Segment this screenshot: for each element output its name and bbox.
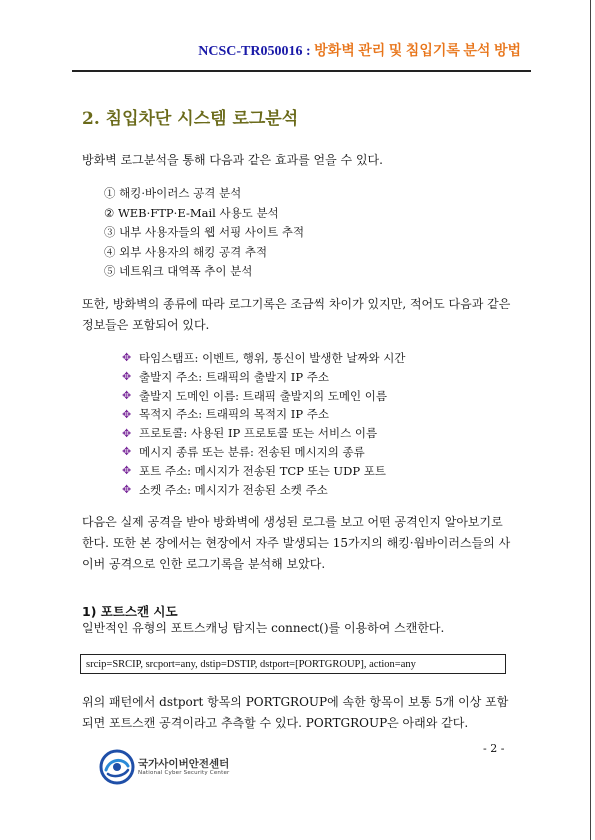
log-field-text: 메시지 종류 또는 분류: 전송된 메시지의 종류 (139, 444, 365, 459)
diamond-cross-bullet-icon: ✥ (122, 351, 132, 365)
diamond-cross-bullet-icon: ✥ (122, 482, 132, 496)
portscan-paragraph: 일반적인 유형의 포트스캐닝 탐지는 connect()를 이용하여 스캔한다. (82, 621, 445, 635)
log-field-text: 소켓 주소: 메시지가 전송된 소켓 주소 (139, 482, 328, 497)
log-field-item (122, 443, 405, 462)
log-field-text: 출발지 주소: 트래픽의 출발지 IP 주소 (139, 369, 329, 384)
diamond-cross-bullet-icon: ✥ (122, 407, 132, 421)
log-field-text: 목적지 주소: 트래픽의 목적지 IP 주소 (139, 407, 329, 422)
diamond-cross-bullet-icon: ✥ (122, 464, 132, 478)
log-field-item (122, 349, 405, 368)
log-field-item (122, 387, 405, 406)
log-field-item (122, 481, 405, 500)
ncsc-logo (98, 748, 258, 788)
log-field-text: 포트 주소: 메시지가 전송된 TCP 또는 UDP 포트 (139, 463, 386, 478)
pattern-explanation-paragraph: 위의 패턴에서 dstport 항목의 PORTGROUP에 속한 항목이 보통 5개 이상 포함되면 포트스캔 공격이라고 추측할 수 있다. PORTGROUP은 아래와 같다. (82, 695, 509, 730)
page-number: - 2 - (483, 742, 505, 755)
effects-list-item: ④ 외부 사용자의 해킹 공격 추적 (104, 244, 268, 259)
log-info-paragraph: 또한, 방화벽의 종류에 따라 로그기록은 조금씩 차이가 있지만, 적어도 다음과 같은 정보들은 포함되어 있다. (82, 297, 511, 332)
log-field-text: 프로토콜: 사용된 IP 프로토콜 또는 서비스 이름 (139, 426, 378, 441)
ncsc-swirl-logo-icon (98, 748, 136, 786)
analysis-paragraph: 다음은 실제 공격을 받아 방화벽에 생성된 로그를 보고 어떤 공격인지 알아보기로 한다. 또한 본 장에서는 현장에서 자주 발생되는 15가지의 해킹·웜바이러스들의 사이버 공격으로 인한 로그기록을 분석해 보았다. (82, 515, 511, 571)
header-rule (72, 70, 531, 72)
log-fields-list (122, 349, 405, 499)
subsection-heading: 1) 포트스캔 시도 (82, 604, 178, 619)
diamond-cross-bullet-icon: ✥ (122, 445, 132, 459)
intro-paragraph: 방화벽 로그분석을 통해 다음과 같은 효과를 얻을 수 있다. (82, 153, 383, 167)
page-edge-line (590, 0, 591, 840)
log-field-item (122, 424, 405, 443)
log-field-item (122, 462, 405, 481)
org-name-ko: 국가사이버안전센터 (138, 758, 230, 770)
diamond-cross-bullet-icon: ✥ (122, 426, 132, 440)
doc-title: 방화벽 관리 및 침입기록 분석 방법 (314, 44, 521, 59)
header-separator: : (302, 44, 315, 59)
log-field-item (122, 368, 405, 387)
effects-list-item: ⑤ 네트워크 대역폭 추이 분석 (104, 264, 253, 278)
diamond-cross-bullet-icon: ✥ (122, 370, 132, 384)
section-heading: 2. 침입차단 시스템 로그분석 (82, 109, 299, 129)
log-field-text: 출발지 도메인 이름: 트래픽 출발지의 도메인 이름 (139, 388, 387, 403)
pattern-box: srcip=SRCIP, srcport=any, dstip=DSTIP, dstport=[PORTGROUP], action=any (80, 654, 506, 674)
log-field-text: 타임스탬프: 이벤트, 행위, 통신이 발생한 날짜와 시간 (139, 351, 406, 365)
effects-list-item: ① 해킹·바이러스 공격 분석 (104, 186, 242, 200)
diamond-cross-bullet-icon: ✥ (122, 388, 132, 402)
effects-list (104, 184, 304, 282)
effects-list-item: ② WEB·FTP·E-Mail 사용도 분석 (104, 205, 279, 220)
org-name-en: National Cyber Security Center (138, 770, 230, 776)
running-header (198, 40, 521, 60)
doc-id: NCSC-TR050016 (198, 44, 303, 59)
log-field-item (122, 405, 405, 424)
effects-list-item: ③ 내부 사용자들의 웹 서핑 사이트 추적 (104, 225, 305, 239)
